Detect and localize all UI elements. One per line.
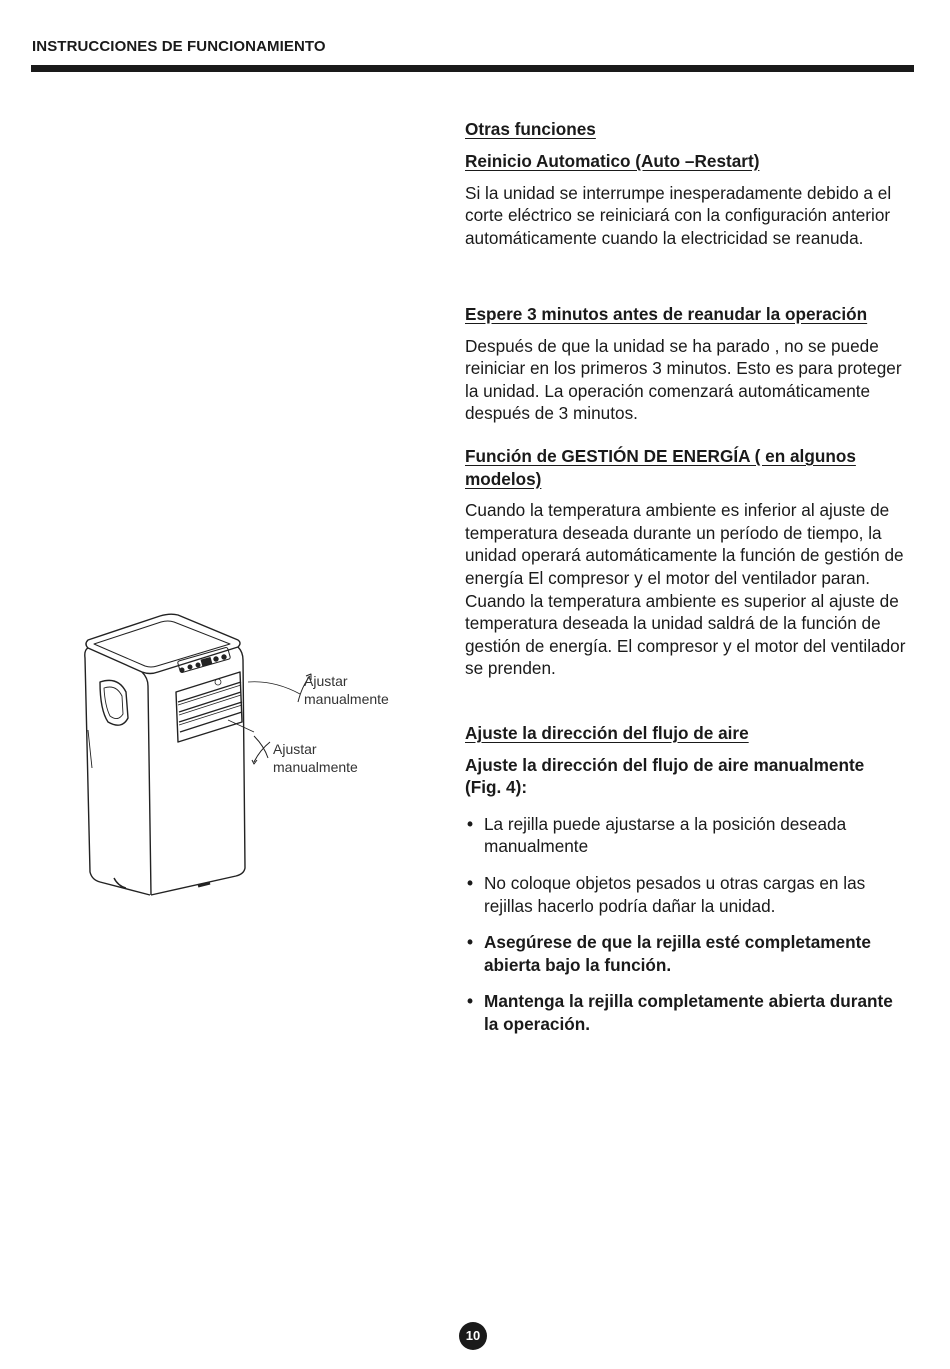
section-energia: [465, 445, 915, 680]
energia-body-1: Cuando la temperatura ambiente es inferior al ajuste de temperatura deseada durante un período de tiempo, la unidad operará automáticamente la función de gestión de energía El compresor y el motor del ventilador paran.: [465, 500, 904, 588]
espere-body: Después de que la unidad se ha parado , no se puede reiniciar en los primeros 3 minutos. Esto es para proteger la unidad. La operación comenzará automáticamente después de 3 minutos.: [465, 335, 902, 424]
list-item: [465, 813, 895, 858]
list-item: [465, 931, 895, 976]
callout-bottom: [273, 740, 358, 776]
section-otras-funciones: [465, 118, 915, 141]
bullet-text: Asegúrese de que la rejilla esté completamente abierta bajo la función.: [484, 932, 871, 975]
bullet-text: La rejilla puede ajustarse a la posición deseada manualmente: [484, 813, 847, 857]
list-item: [465, 990, 895, 1035]
flujo-heading: Ajuste la dirección del flujo de aire: [465, 723, 749, 743]
section-reinicio: [465, 150, 915, 249]
otras-funciones-heading: Otras funciones: [465, 119, 596, 139]
espere-heading: Espere 3 minutos antes de reanudar la operación: [465, 304, 868, 324]
callout-bottom-line1: Ajustar: [273, 741, 317, 757]
bullet-dot: •: [467, 932, 474, 953]
reinicio-body: Si la unidad se interrumpe inesperadamente debido a el corte eléctrico se reiniciará con la configuración anterior automáticamente cuando la electricidad se reanuda.: [465, 182, 892, 248]
header-title: INSTRUCCIONES DE FUNCIONAMIENTO: [32, 38, 326, 55]
flujo-subtitle: Ajuste la dirección del flujo de aire manualmente (Fig. 4):: [465, 754, 865, 798]
bullet-dot: •: [467, 991, 474, 1012]
flujo-bullet-list: [465, 813, 895, 1036]
reinicio-heading: Reinicio Automatico (Auto –Restart): [465, 151, 760, 171]
header-rule: [31, 65, 914, 72]
bullet-text: No coloque objetos pesados u otras cargas en las rejillas hacerlo podría dañar la unidad.: [484, 872, 866, 916]
callout-top: [304, 672, 389, 708]
energia-heading: Función de GESTIÓN DE ENERGÍA ( en algunos modelos): [465, 446, 856, 489]
section-flujo: [465, 722, 915, 1050]
energia-body-2: Cuando la temperatura ambiente es superior al ajuste de temperatura deseada la unidad saldrá de la función de gestión de energía. El compresor y el motor del ventilador se prenden.: [465, 590, 906, 679]
bullet-dot: •: [467, 872, 474, 893]
callout-top-line2: manualmente: [304, 691, 389, 707]
bullet-dot: •: [467, 813, 474, 834]
page-number: 10: [459, 1322, 487, 1350]
bullet-text: Mantenga la rejilla completamente abierta durante la operación.: [484, 991, 893, 1034]
callout-bottom-line2: manualmente: [273, 759, 358, 775]
air-conditioner-illustration: [78, 610, 418, 900]
list-item: [465, 872, 895, 917]
air-conditioner-drawing: [78, 610, 418, 900]
section-espere: [465, 303, 915, 425]
callout-top-line1: Ajustar: [304, 673, 348, 689]
